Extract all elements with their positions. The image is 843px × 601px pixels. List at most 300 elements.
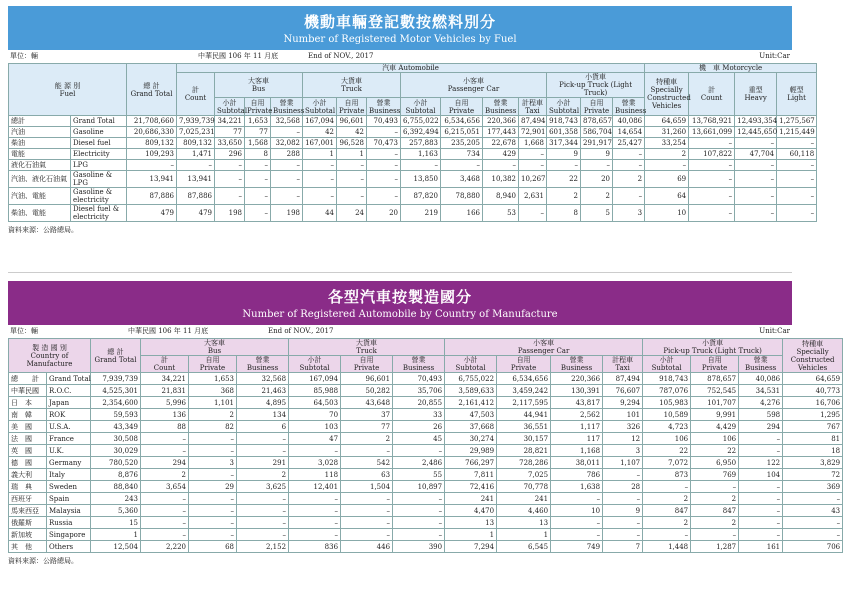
country-cell: 369: [783, 481, 843, 493]
country-cell: 4,460: [497, 505, 551, 517]
fuel-cell: 40,086: [613, 116, 645, 127]
fuel-title-en: Number of Registered Motor Vehicles by Fuel: [283, 34, 517, 45]
fuel-cell: –: [613, 188, 645, 205]
fuel-table: [8, 63, 817, 222]
fuel-row-name-zh: 總計: [9, 116, 71, 127]
country-cell: –: [289, 517, 341, 529]
country-cell: 4,429: [691, 421, 739, 433]
country-row: [9, 421, 843, 433]
country-cell: 72: [783, 469, 843, 481]
fuel-h-bus-bus: 營業 Business: [271, 98, 303, 116]
country-row-name-zh: 其 他: [9, 541, 47, 553]
country-row-name-zh: 日 本: [9, 397, 47, 409]
fuel-row-name-zh: 汽油、電能: [9, 188, 71, 205]
fuel-cell: –: [735, 188, 777, 205]
country-row-name-zh: 西班牙: [9, 493, 47, 505]
fuel-h-fuel: 能 源 別 Fuel: [9, 64, 127, 116]
fuel-cell: –: [367, 171, 401, 188]
fuel-h-truck-bus: 營業 Business: [367, 98, 401, 116]
fuel-h-auto: 汽車 Automobile: [177, 64, 645, 73]
country-cell: –: [739, 493, 783, 505]
country-cell: 1,295: [783, 409, 843, 421]
country-cell: 6,755,022: [445, 373, 497, 385]
country-cell: 446: [341, 541, 393, 553]
country-period-zh: 中華民國 106 年 11 月底: [128, 327, 209, 335]
country-cell: –: [289, 493, 341, 505]
country-row-name-en: U.K.: [47, 445, 91, 457]
country-cell: –: [603, 517, 643, 529]
fuel-cell: 177,443: [483, 127, 519, 138]
fuel-cell: 809,132: [127, 138, 177, 149]
fuel-cell: 60,118: [777, 149, 817, 160]
country-title-zh: 各型汽車按製造國分: [327, 288, 472, 306]
fuel-cell: 1,471: [177, 149, 215, 160]
fuel-cell: 12,493,354: [735, 116, 777, 127]
country-cell: 2: [643, 517, 691, 529]
country-cell: 5,996: [141, 397, 189, 409]
country-cell: 786: [551, 469, 603, 481]
country-cell: 88,840: [91, 481, 141, 493]
country-cell: 766,297: [445, 457, 497, 469]
country-cell: 749: [551, 541, 603, 553]
country-cell: 2: [691, 517, 739, 529]
fuel-h-pu-pri: 自用 Private: [581, 98, 613, 116]
country-h-bus-cnt: 計 Count: [141, 356, 189, 373]
fuel-cell: –: [303, 171, 337, 188]
fuel-cell: 14,654: [613, 127, 645, 138]
fuel-cell: –: [735, 160, 777, 171]
fuel-cell: 24: [337, 205, 367, 222]
country-cell: 30,274: [445, 433, 497, 445]
fuel-h-pc-pri: 自用 Private: [441, 98, 483, 116]
country-row-name-en: Singapore: [47, 529, 91, 541]
fuel-row: [9, 160, 817, 171]
country-cell: 6,545: [497, 541, 551, 553]
fuel-cell: –: [367, 127, 401, 138]
country-row-name-en: Russia: [47, 517, 91, 529]
fuel-cell: 291,917: [581, 138, 613, 149]
country-cell: 1,107: [603, 457, 643, 469]
country-cell: 7,811: [445, 469, 497, 481]
country-cell: 2: [341, 433, 393, 445]
country-cell: 33: [393, 409, 445, 421]
country-cell: 26: [393, 421, 445, 433]
country-cell: –: [237, 493, 289, 505]
fuel-h-truck-pri: 自用 Private: [337, 98, 367, 116]
fuel-cell: –: [245, 171, 271, 188]
country-cell: –: [341, 517, 393, 529]
fuel-cell: –: [547, 160, 581, 171]
country-cell: 787,076: [643, 385, 691, 397]
fuel-cell: 167,094: [303, 116, 337, 127]
country-cell: –: [783, 493, 843, 505]
fuel-h-pc-sub: 小計 Subtotal: [401, 98, 441, 116]
country-cell: 28: [603, 481, 643, 493]
country-row: [9, 469, 843, 481]
fuel-cell: 87,886: [127, 188, 177, 205]
fuel-row-name-en: Diesel fuel: [71, 138, 127, 149]
country-row: [9, 385, 843, 397]
country-unit-left: 單位：輛: [10, 327, 38, 335]
country-cell: 15: [91, 517, 141, 529]
country-cell: 10: [551, 505, 603, 517]
country-cell: 10,897: [393, 481, 445, 493]
country-h-pu-bus: 營業 Business: [739, 356, 783, 373]
country-row: [9, 517, 843, 529]
country-cell: –: [237, 517, 289, 529]
country-cell: 12: [603, 433, 643, 445]
country-row: [9, 373, 843, 385]
country-cell: 96,601: [341, 373, 393, 385]
fuel-row: [9, 116, 817, 127]
country-cell: –: [289, 505, 341, 517]
country-h-truck: 大貨車 Truck: [289, 339, 445, 356]
fuel-h-grand: 總 計 Grand Total: [127, 64, 177, 116]
country-row-name-en: Spain: [47, 493, 91, 505]
country-cell: 20,855: [393, 397, 445, 409]
country-row-name-zh: 瑞 典: [9, 481, 47, 493]
country-cell: 241: [445, 493, 497, 505]
fuel-cell: 9: [547, 149, 581, 160]
country-cell: 3: [189, 457, 237, 469]
fuel-cell: 5: [581, 205, 613, 222]
fuel-cell: 2: [547, 188, 581, 205]
country-cell: 34,221: [141, 373, 189, 385]
country-cell: 3: [603, 445, 643, 457]
country-cell: 4,895: [237, 397, 289, 409]
fuel-cell: 77: [245, 127, 271, 138]
fuel-cell: 586,704: [581, 127, 613, 138]
country-cell: –: [189, 469, 237, 481]
fuel-cell: 296: [215, 149, 245, 160]
fuel-row-name-zh: 柴油: [9, 138, 71, 149]
country-cell: –: [739, 517, 783, 529]
fuel-cell: –: [735, 138, 777, 149]
fuel-cell: –: [245, 205, 271, 222]
fuel-row: [9, 188, 817, 205]
fuel-cell: 479: [127, 205, 177, 222]
country-cell: 37,668: [445, 421, 497, 433]
country-cell: 76,607: [603, 385, 643, 397]
fuel-cell: 32,082: [271, 138, 303, 149]
fuel-cell: 77: [215, 127, 245, 138]
country-cell: –: [643, 481, 691, 493]
fuel-cell: 7,939,739: [177, 116, 215, 127]
country-h-grand: 總 計 Grand Total: [91, 339, 141, 373]
fuel-cell: 87,820: [401, 188, 441, 205]
country-h-pc-sub: 小計 Subtotal: [445, 356, 497, 373]
fuel-cell: 809,132: [177, 138, 215, 149]
country-cell: 1,287: [691, 541, 739, 553]
country-title-en: Number of Registered Automobile by Country of Manufacture: [242, 309, 558, 320]
fuel-cell: –: [367, 188, 401, 205]
country-cell: –: [393, 445, 445, 457]
fuel-cell: 20: [367, 205, 401, 222]
country-cell: 6,534,656: [497, 373, 551, 385]
fuel-cell: 10: [645, 205, 689, 222]
country-source: 資料來源：公路總局。: [8, 557, 78, 565]
country-cell: –: [643, 529, 691, 541]
fuel-cell: 44: [303, 205, 337, 222]
country-cell: 918,743: [643, 373, 691, 385]
fuel-cell: 918,743: [547, 116, 581, 127]
country-cell: 16,706: [783, 397, 843, 409]
fuel-cell: 72,901: [519, 127, 547, 138]
fuel-cell: –: [177, 160, 215, 171]
country-h-pc-taxi: 計程車 Taxi: [603, 356, 643, 373]
country-cell: 6: [237, 421, 289, 433]
fuel-h-bus-sub: 小計 Subtotal: [215, 98, 245, 116]
country-cell: 167,094: [289, 373, 341, 385]
country-cell: –: [189, 445, 237, 457]
country-cell: 36,551: [497, 421, 551, 433]
country-row-name-en: France: [47, 433, 91, 445]
fuel-cell: –: [777, 188, 817, 205]
fuel-cell: 288: [271, 149, 303, 160]
country-cell: 1,101: [189, 397, 237, 409]
fuel-h-mc-count: 計 Count: [689, 73, 735, 116]
fuel-cell: 64,659: [645, 116, 689, 127]
country-cell: 2,486: [393, 457, 445, 469]
fuel-h-count: 計 Count: [177, 73, 215, 116]
country-cell: 3,625: [237, 481, 289, 493]
fuel-cell: 235,205: [441, 138, 483, 149]
country-cell: –: [603, 529, 643, 541]
country-cell: 2: [237, 469, 289, 481]
country-cell: 45: [393, 433, 445, 445]
country-cell: –: [341, 505, 393, 517]
fuel-cell: –: [735, 205, 777, 222]
country-h-pu-pri: 自用 Private: [691, 356, 739, 373]
country-cell: 82: [189, 421, 237, 433]
fuel-cell: 3,468: [441, 171, 483, 188]
country-cell: –: [341, 445, 393, 457]
country-cell: 81: [783, 433, 843, 445]
country-cell: 4,470: [445, 505, 497, 517]
fuel-cell: 1: [337, 149, 367, 160]
country-cell: –: [189, 433, 237, 445]
country-row: [9, 505, 843, 517]
fuel-row-name-zh: 電能: [9, 149, 71, 160]
fuel-cell: 878,657: [581, 116, 613, 127]
fuel-cell: –: [271, 160, 303, 171]
country-row-name-zh: 馬來西亞: [9, 505, 47, 517]
country-cell: –: [141, 529, 189, 541]
country-cell: 34,531: [739, 385, 783, 397]
fuel-cell: 69: [645, 171, 689, 188]
fuel-cell: –: [127, 160, 177, 171]
fuel-row: [9, 127, 817, 138]
country-cell: –: [141, 517, 189, 529]
country-cell: 3,829: [783, 457, 843, 469]
fuel-cell: 1,275,567: [777, 116, 817, 127]
fuel-cell: 2,631: [519, 188, 547, 205]
country-cell: 161: [739, 541, 783, 553]
country-cell: –: [739, 481, 783, 493]
country-cell: 7,072: [643, 457, 691, 469]
fuel-row-name-zh: 汽油: [9, 127, 71, 138]
country-cell: –: [393, 493, 445, 505]
country-cell: 136: [141, 409, 189, 421]
country-cell: –: [691, 529, 739, 541]
country-cell: 29: [189, 481, 237, 493]
fuel-cell: –: [581, 160, 613, 171]
country-cell: 106: [691, 433, 739, 445]
fuel-cell: 33,650: [215, 138, 245, 149]
fuel-h-bus-pri: 自用 Private: [245, 98, 271, 116]
fuel-cell: –: [367, 160, 401, 171]
country-cell: 104: [739, 469, 783, 481]
fuel-cell: 479: [177, 205, 215, 222]
fuel-cell: 1,215,449: [777, 127, 817, 138]
fuel-cell: –: [271, 188, 303, 205]
fuel-cell: –: [245, 160, 271, 171]
country-cell: 101: [603, 409, 643, 421]
country-cell: 64,503: [289, 397, 341, 409]
fuel-panel: [8, 6, 815, 236]
country-cell: 64,659: [783, 373, 843, 385]
country-h-truck-bus: 營業 Business: [393, 356, 445, 373]
country-row-name-zh: 南 韓: [9, 409, 47, 421]
country-cell: 29,989: [445, 445, 497, 457]
country-cell: –: [289, 529, 341, 541]
country-row: [9, 445, 843, 457]
country-cell: 7,939,739: [91, 373, 141, 385]
fuel-cell: 317,344: [547, 138, 581, 149]
country-cell: 836: [289, 541, 341, 553]
country-cell: 752,545: [691, 385, 739, 397]
country-cell: 32,568: [237, 373, 289, 385]
country-cell: –: [141, 493, 189, 505]
fuel-cell: 734: [441, 149, 483, 160]
country-cell: 1: [497, 529, 551, 541]
fuel-h-light: 輕型 Light: [777, 73, 817, 116]
fuel-cell: 9: [581, 149, 613, 160]
country-cell: 70,493: [393, 373, 445, 385]
fuel-cell: 220,366: [483, 116, 519, 127]
fuel-cell: 53: [483, 205, 519, 222]
country-cell: 13: [497, 517, 551, 529]
fuel-cell: 6,392,494: [401, 127, 441, 138]
fuel-cell: –: [519, 149, 547, 160]
fuel-h-spec: 特種車 Specially Constructed Vehicles: [645, 73, 689, 116]
country-cell: 767: [783, 421, 843, 433]
country-period-en: End of NOV., 2017: [268, 327, 334, 335]
country-cell: 10,589: [643, 409, 691, 421]
fuel-source: 資料來源：公路總局。: [8, 226, 78, 234]
country-cell: –: [341, 493, 393, 505]
country-cell: 769: [691, 469, 739, 481]
country-cell: 294: [739, 421, 783, 433]
country-cell: 241: [497, 493, 551, 505]
country-cell: –: [189, 529, 237, 541]
fuel-h-bus: 大客車 Bus: [215, 73, 303, 98]
country-table: [8, 338, 843, 553]
fuel-cell: 70,493: [367, 116, 401, 127]
fuel-cell: 219: [401, 205, 441, 222]
country-cell: 3,459,242: [497, 385, 551, 397]
fuel-cell: –: [777, 138, 817, 149]
country-cell: 4,276: [739, 397, 783, 409]
fuel-cell: 2: [581, 188, 613, 205]
country-cell: 368: [189, 385, 237, 397]
country-cell: 847: [643, 505, 691, 517]
country-cell: 28,821: [497, 445, 551, 457]
fuel-cell: 12,445,650: [735, 127, 777, 138]
fuel-cell: –: [337, 171, 367, 188]
country-cell: 43,648: [341, 397, 393, 409]
fuel-cell: 13,768,921: [689, 116, 735, 127]
country-cell: 8,876: [91, 469, 141, 481]
fuel-h-pc-taxi: 計程車 Taxi: [519, 98, 547, 116]
fuel-row-name-en: Gasoline: [71, 127, 127, 138]
country-cell: –: [237, 433, 289, 445]
fuel-h-pu-bus: 營業 Business: [613, 98, 645, 116]
fuel-cell: –: [271, 127, 303, 138]
country-cell: –: [393, 517, 445, 529]
country-h-pc: 小客車 Passenger Car: [445, 339, 643, 356]
fuel-cell: –: [613, 149, 645, 160]
country-cell: 21,463: [237, 385, 289, 397]
country-cell: 390: [393, 541, 445, 553]
fuel-row-name-en: Gasoline & electricity: [71, 188, 127, 205]
fuel-cell: –: [613, 160, 645, 171]
fuel-cell: 96,528: [337, 138, 367, 149]
fuel-cell: 13,661,099: [689, 127, 735, 138]
country-h-pu: 小貨車 Pick-up Truck (Light Truck): [643, 339, 783, 356]
fuel-cell: 20,686,330: [127, 127, 177, 138]
country-row-name-en: Others: [47, 541, 91, 553]
fuel-cell: –: [689, 138, 735, 149]
country-row-name-en: R.O.C.: [47, 385, 91, 397]
country-cell: –: [189, 517, 237, 529]
country-row: [9, 397, 843, 409]
country-cell: 1,638: [551, 481, 603, 493]
country-cell: 106: [643, 433, 691, 445]
country-cell: 9,991: [691, 409, 739, 421]
fuel-cell: 166: [441, 205, 483, 222]
country-cell: 68: [189, 541, 237, 553]
fuel-cell: –: [689, 171, 735, 188]
country-cell: 873: [643, 469, 691, 481]
country-cell: 12,504: [91, 541, 141, 553]
country-cell: –: [739, 529, 783, 541]
country-cell: 2,161,412: [445, 397, 497, 409]
fuel-cell: 21,708,660: [127, 116, 177, 127]
fuel-cell: 6,534,656: [441, 116, 483, 127]
country-cell: –: [551, 517, 603, 529]
country-cell: 847: [691, 505, 739, 517]
fuel-h-pc-bus: 營業 Business: [483, 98, 519, 116]
country-cell: 70,778: [497, 481, 551, 493]
fuel-cell: –: [777, 171, 817, 188]
country-cell: 55: [393, 469, 445, 481]
country-cell: –: [551, 529, 603, 541]
fuel-cell: –: [735, 171, 777, 188]
country-row-name-en: ROK: [47, 409, 91, 421]
fuel-row-name-en: Grand Total: [71, 116, 127, 127]
fuel-h-heavy: 重型 Heavy: [735, 73, 777, 116]
country-cell: 118: [289, 469, 341, 481]
fuel-cell: 2: [613, 171, 645, 188]
country-h-country: 製 造 國 別 Country of Manufacture: [9, 339, 91, 373]
country-cell: 43: [783, 505, 843, 517]
country-cell: –: [237, 445, 289, 457]
fuel-cell: 1,653: [245, 116, 271, 127]
fuel-cell: 13,850: [401, 171, 441, 188]
country-cell: –: [603, 493, 643, 505]
fuel-cell: 87,886: [177, 188, 215, 205]
